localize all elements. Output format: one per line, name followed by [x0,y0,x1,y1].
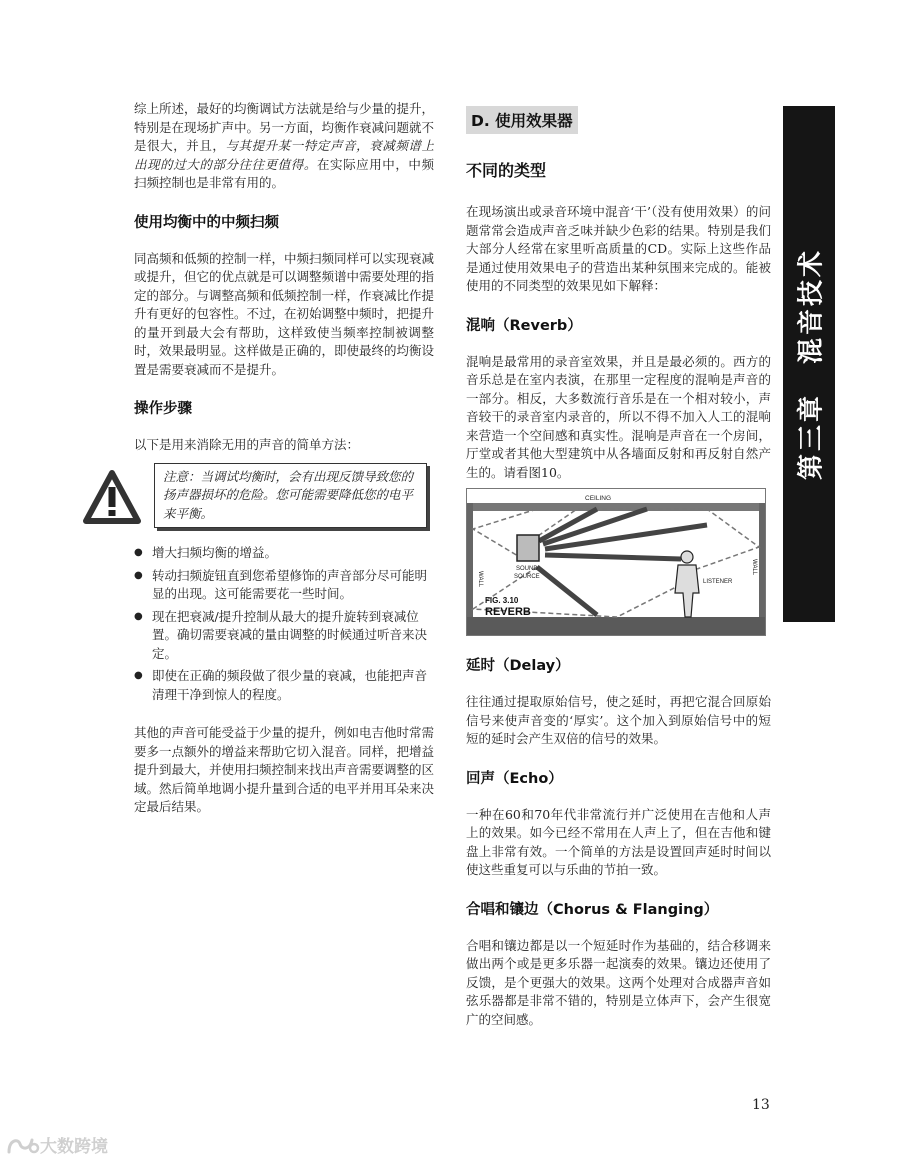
heading-chorus: 合唱和镶边（Chorus & Flanging） [466,901,719,918]
section-title: D. 使用效果器 [466,106,578,134]
reverb-figure [466,488,766,636]
warning-block [82,463,434,529]
list-item: ● 增大扫频均衡的增益。 [134,544,434,563]
chapter-sidebar [783,106,835,622]
watermark-text: 大数跨境 [40,1137,108,1157]
ceiling-label: CEILING [585,495,612,502]
delay-paragraph: 往往通过提取原始信号，使之延时，再把它混合回原始信号来使声音变的‘厚实’。这个加入到原始信号中的短短的延时会产生双倍的信号的效果。 [466,694,771,746]
wall-right-label: WALL [751,559,757,576]
heading-echo: 回声（Echo） [466,770,563,787]
heading-reverb: 混响（Reverb） [466,317,582,334]
reverb-diagram [467,489,765,635]
intro-text-b: 在实际应用中，中频扫频控制也是非常有用的。 [134,156,434,190]
list-item: ● 即使在正确的频段做了很少量的衰减，也能把声音清理干净到惊人的程度。 [134,667,434,704]
chapter-title: 第三章 混音技术 [796,247,827,481]
boost-paragraph: 其他的声音可能受益于少量的提升，例如电吉他时常需要多一点额外的增益来帮助它切入混音。同样，把增益提升到最大，并使用扫频控制来找出声音需要调整的区域。然后简单地调小提升量到合适的电平并用耳朵来决定最后结果。 [134,725,435,814]
chorus-paragraph: 合唱和镶边都是以一个短延时作为基础的，结合移调来做出两个或是更多乐器一起演奏的效果。镶边还使用了反馈，是个更强大的效果。这两个处理对合成器声音如弦乐器都是非常不错的，特别是立体声下，会产生很宽广的空间感。 [466,937,771,1027]
sound-source-label-2: SOURCE [514,574,540,580]
echo-paragraph: 一种在60和70年代非常流行并广泛使用在吉他和人声上的效果。如今已经不常用在人声上了，但在吉他和键盘上非常有效。一个简单的方法是设置回声延时时间以使这些重复可以与乐曲的节拍一致。 [466,806,771,877]
wall-left-label: WALL [477,571,483,588]
warning-triangle-icon [82,469,142,525]
page-number: 13 [752,1097,770,1113]
right-column [466,100,771,1047]
mid-sweep-paragraph: 同高频和低频的控制一样，中频扫频同样可以实现衰减或提升，但它的优点就是可以调整频谱中需要处理的指定的部分。与调整高频和低频控制一样，作衰减比作提升有更好的包容性。不过，在初始调整中频时，把提升的量开到最大会有帮助，这样致使当频率控制被调整时，效果最明显。这样做是正确的，即使最终的均衡设置是需要衰减而不是提升。 [134,250,435,377]
effects-intro: 在现场演出或录音环境中混音‘干’（没有使用效果）的问题常常会造成声音乏味并缺少色彩的结果。特别是我们大部分人经常在家里听高质量的CD。实际上这些作品是通过使用效果电子的营造出某种氛围来完成的。能被使用的不同类型的效果见如下解释： [466,204,771,293]
list-item: ● 现在把衰减/提升控制从最大的提升旋转到衰减位置。确切需要衰减的量由调整的时候通过听音来决定。 [134,608,434,664]
figure-number: FIG. 3.10 [485,596,519,605]
heading-mid-sweep: 使用均衡中的中频扫频 [134,214,279,231]
list-item: ● 转动扫频旋钮直到您希望修饰的声音部分尽可能明显的出现。这可能需要花一些时间。 [134,567,434,604]
watermark-icon [6,1134,40,1156]
warning-text: 注意：当调试均衡时，会有出现反馈导致您的扬声器损坏的危险。您可能需要降低您的电平来平衡。 [154,463,427,529]
steps-list [134,544,434,704]
sound-source-label-1: SOUND [516,566,538,572]
heading-delay: 延时（Delay） [466,658,570,674]
intro-paragraph [134,100,434,193]
watermark-logo [6,1132,108,1157]
heading-steps: 操作步骤 [134,401,192,417]
left-column [134,100,434,835]
intro-emphasis: 与其提升某一特定声音，衰减频谱上出现的过大的部分往往更值得。 [134,138,434,172]
reverb-paragraph: 混响是最常用的录音室效果，并且是最必须的。西方的音乐总是在室内表演，在那里一定程度的混响是声音的一部分。相反，大多数流行音乐是在一个相对较小，声音较干的录音室内录音的，所以不得不加入人工的混响来营造一个空间感和真实性。混响是声音在一个房间，厅堂或者其他大型建筑中从各墙面反射和再反射自然产生的。请看图10。 [466,353,771,480]
heading-types: 不同的类型 [466,161,547,180]
intro-text-a: 综上所述，最好的均衡调试方法就是给与少量的提升，特别是在现场扩声中。另一方面，均衡作衰减问题就不是很大，并且， [134,101,435,153]
figure-title: REVERB [485,606,531,618]
steps-intro: 以下是用来消除无用的声音的简单方法： [134,437,360,452]
listener-label: LISTENER [703,579,733,585]
